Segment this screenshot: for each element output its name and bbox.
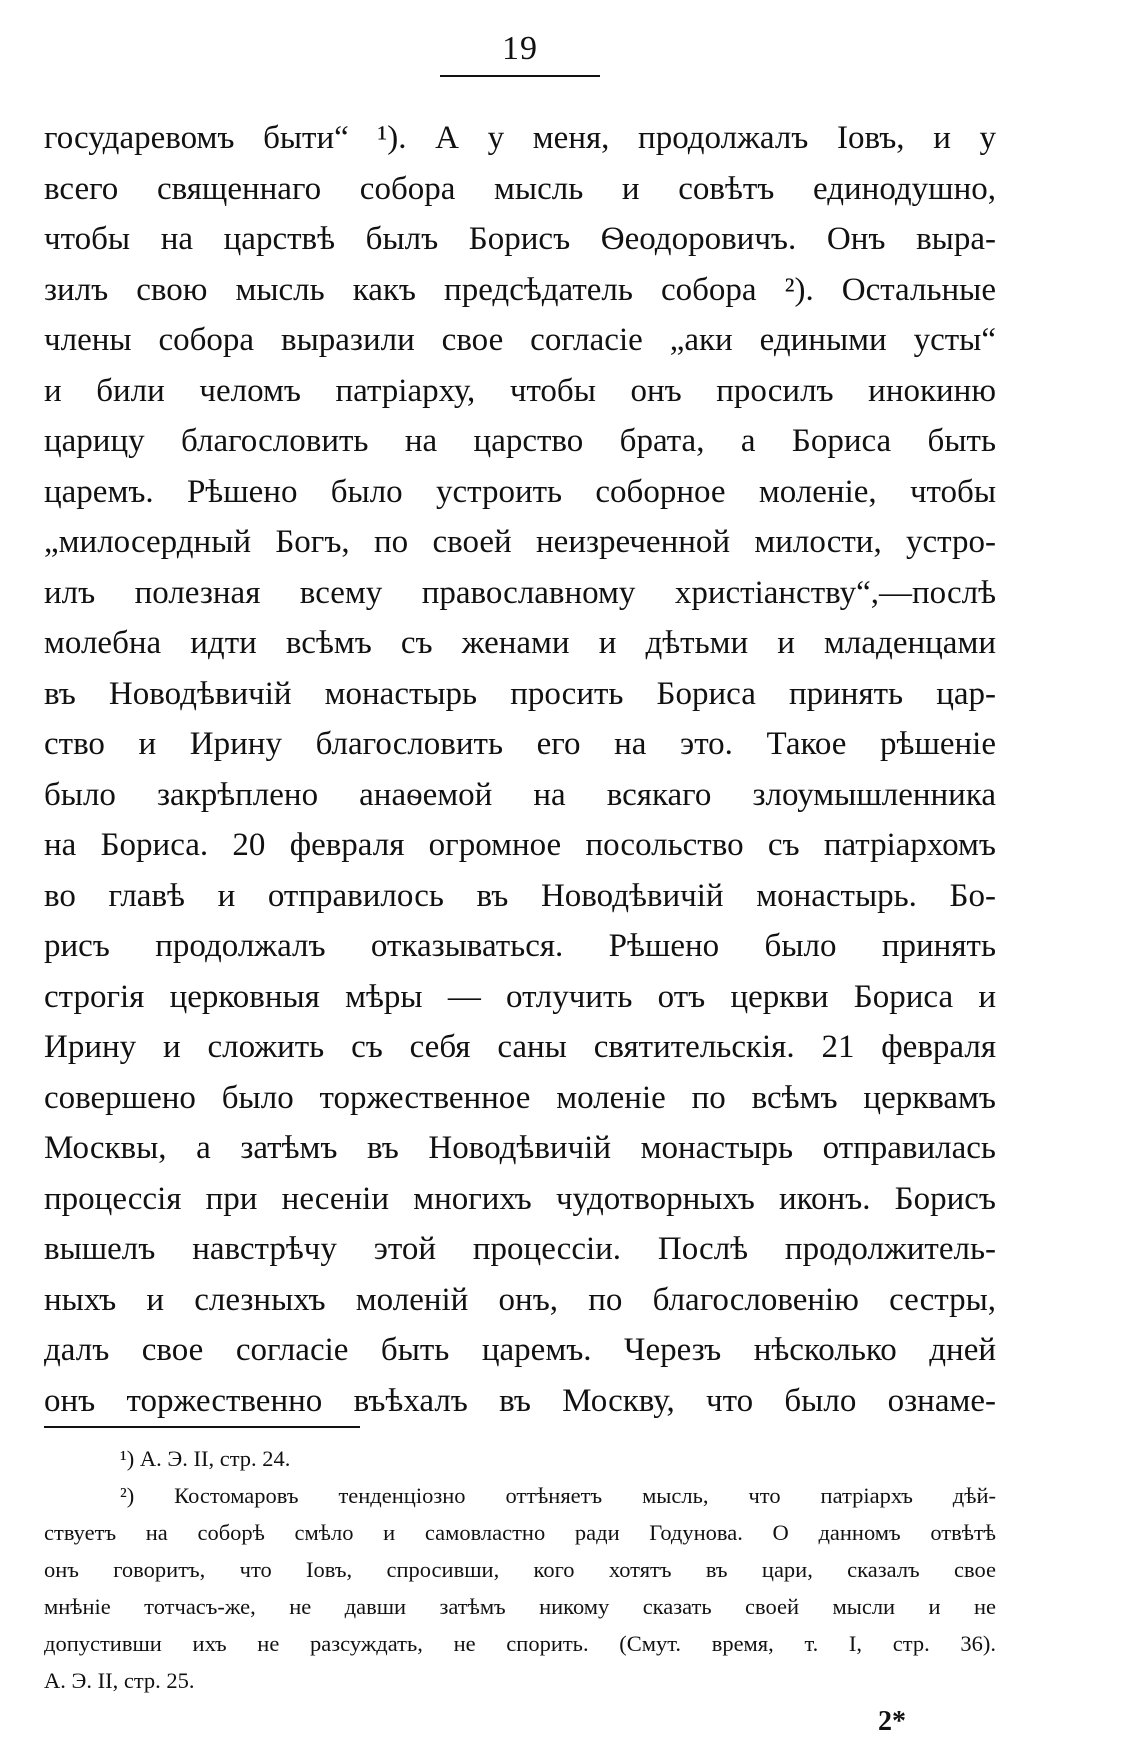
text-line: процессія при несеніи многихъ чудотворныхъ иконъ. Борисъ [44,1180,996,1217]
text-line: на Бориса. 20 февраля огромное посольство съ патріархомъ [44,827,996,863]
footnote-line: онъ говоритъ, что Іовъ, спросивши, кого хотятъ въ цари, сказалъ свое [44,1557,996,1582]
signature-mark: 2* [878,1706,906,1737]
text-line: илъ полезная всему православному христіанству“,—послѣ [44,574,996,611]
page-number: 19 [502,30,538,67]
text-line: Ирину и сложить съ себя саны святительскія. 21 февраля [44,1029,996,1065]
text-line: онъ торжественно въѣхалъ въ Москву, что было ознаме- [44,1382,996,1419]
text-line: зилъ свою мысль какъ предсѣдатель собора ²). Остальные [44,271,996,308]
footnote-line: ствуетъ на соборѣ смѣло и самовластно ради Годунова. О данномъ отвѣтѣ [44,1520,996,1545]
footnote-line: допустивши ихъ не разсуждать, не спорить. (Смут. время, т. I, стр. 36). [44,1631,996,1656]
text-line: было закрѣплено анаѳемой на всякаго злоумышленника [44,776,996,813]
text-line: вышелъ навстрѣчу этой процессіи. Послѣ продолжитель- [44,1231,996,1267]
text-line: царицу благословить на царство брата, а Бориса быть [44,423,996,459]
text-line: рисъ продолжалъ отказываться. Рѣшено было принять [44,928,996,964]
footnote-line: ²) Костомаровъ тенденціозно оттѣняетъ мысль, что патріархъ дѣй- [120,1483,996,1508]
text-line: ныхъ и слезныхъ моленій онъ, по благословенію сестры, [44,1281,996,1318]
text-line: далъ свое согласіе быть царемъ. Черезъ нѣсколько дней [44,1332,996,1368]
footnote-line: мнѣніе тотчасъ-же, не давши затѣмъ никому сказать своей мысли и не [44,1594,996,1619]
text-line: совершено было торжественное моленіе по всѣмъ церквамъ [44,1079,996,1116]
text-line: ство и Ирину благословить его на это. Такое рѣшеніе [44,726,996,762]
text-line: „милосердный Богъ, по своей неизреченной милости, устро- [44,524,996,560]
footnote-line: А. Э. II, стр. 25. [44,1668,195,1693]
text-line: всего священнаго собора мысль и совѣтъ единодушно, [44,170,996,207]
text-line: чтобы на царствѣ былъ Борисъ Ѳеодоровичъ. Онъ выра- [44,221,996,257]
text-line: во главѣ и отправилось въ Новодѣвичій монастырь. Бо- [44,877,996,914]
text-line: молебна идти всѣмъ съ женами и дѣтьми и младенцами [44,625,996,661]
text-line: и били челомъ патріарху, чтобы онъ просилъ инокиню [44,372,996,409]
text-line: царемъ. Рѣшено было устроить соборное моленіе, чтобы [44,473,996,510]
text-line: строгія церковныя мѣры — отлучить отъ церкви Бориса и [44,978,996,1015]
footnote-divider [44,1426,360,1428]
text-line: государевомъ быти“ ¹). А у меня, продолжалъ Іовъ, и у [44,120,996,156]
page-number-rule [440,75,600,77]
main-text [44,113,996,1426]
footnote-line: ¹) А. Э. II, стр. 24. [120,1446,291,1471]
text-line: въ Новодѣвичій монастырь просить Бориса принять цар- [44,675,996,712]
footnotes [44,1440,996,1699]
text-line: члены собора выразили свое согласіе „аки едиными усты“ [44,322,996,358]
text-line: Москвы, а затѣмъ въ Новодѣвичій монастырь отправилась [44,1130,996,1166]
